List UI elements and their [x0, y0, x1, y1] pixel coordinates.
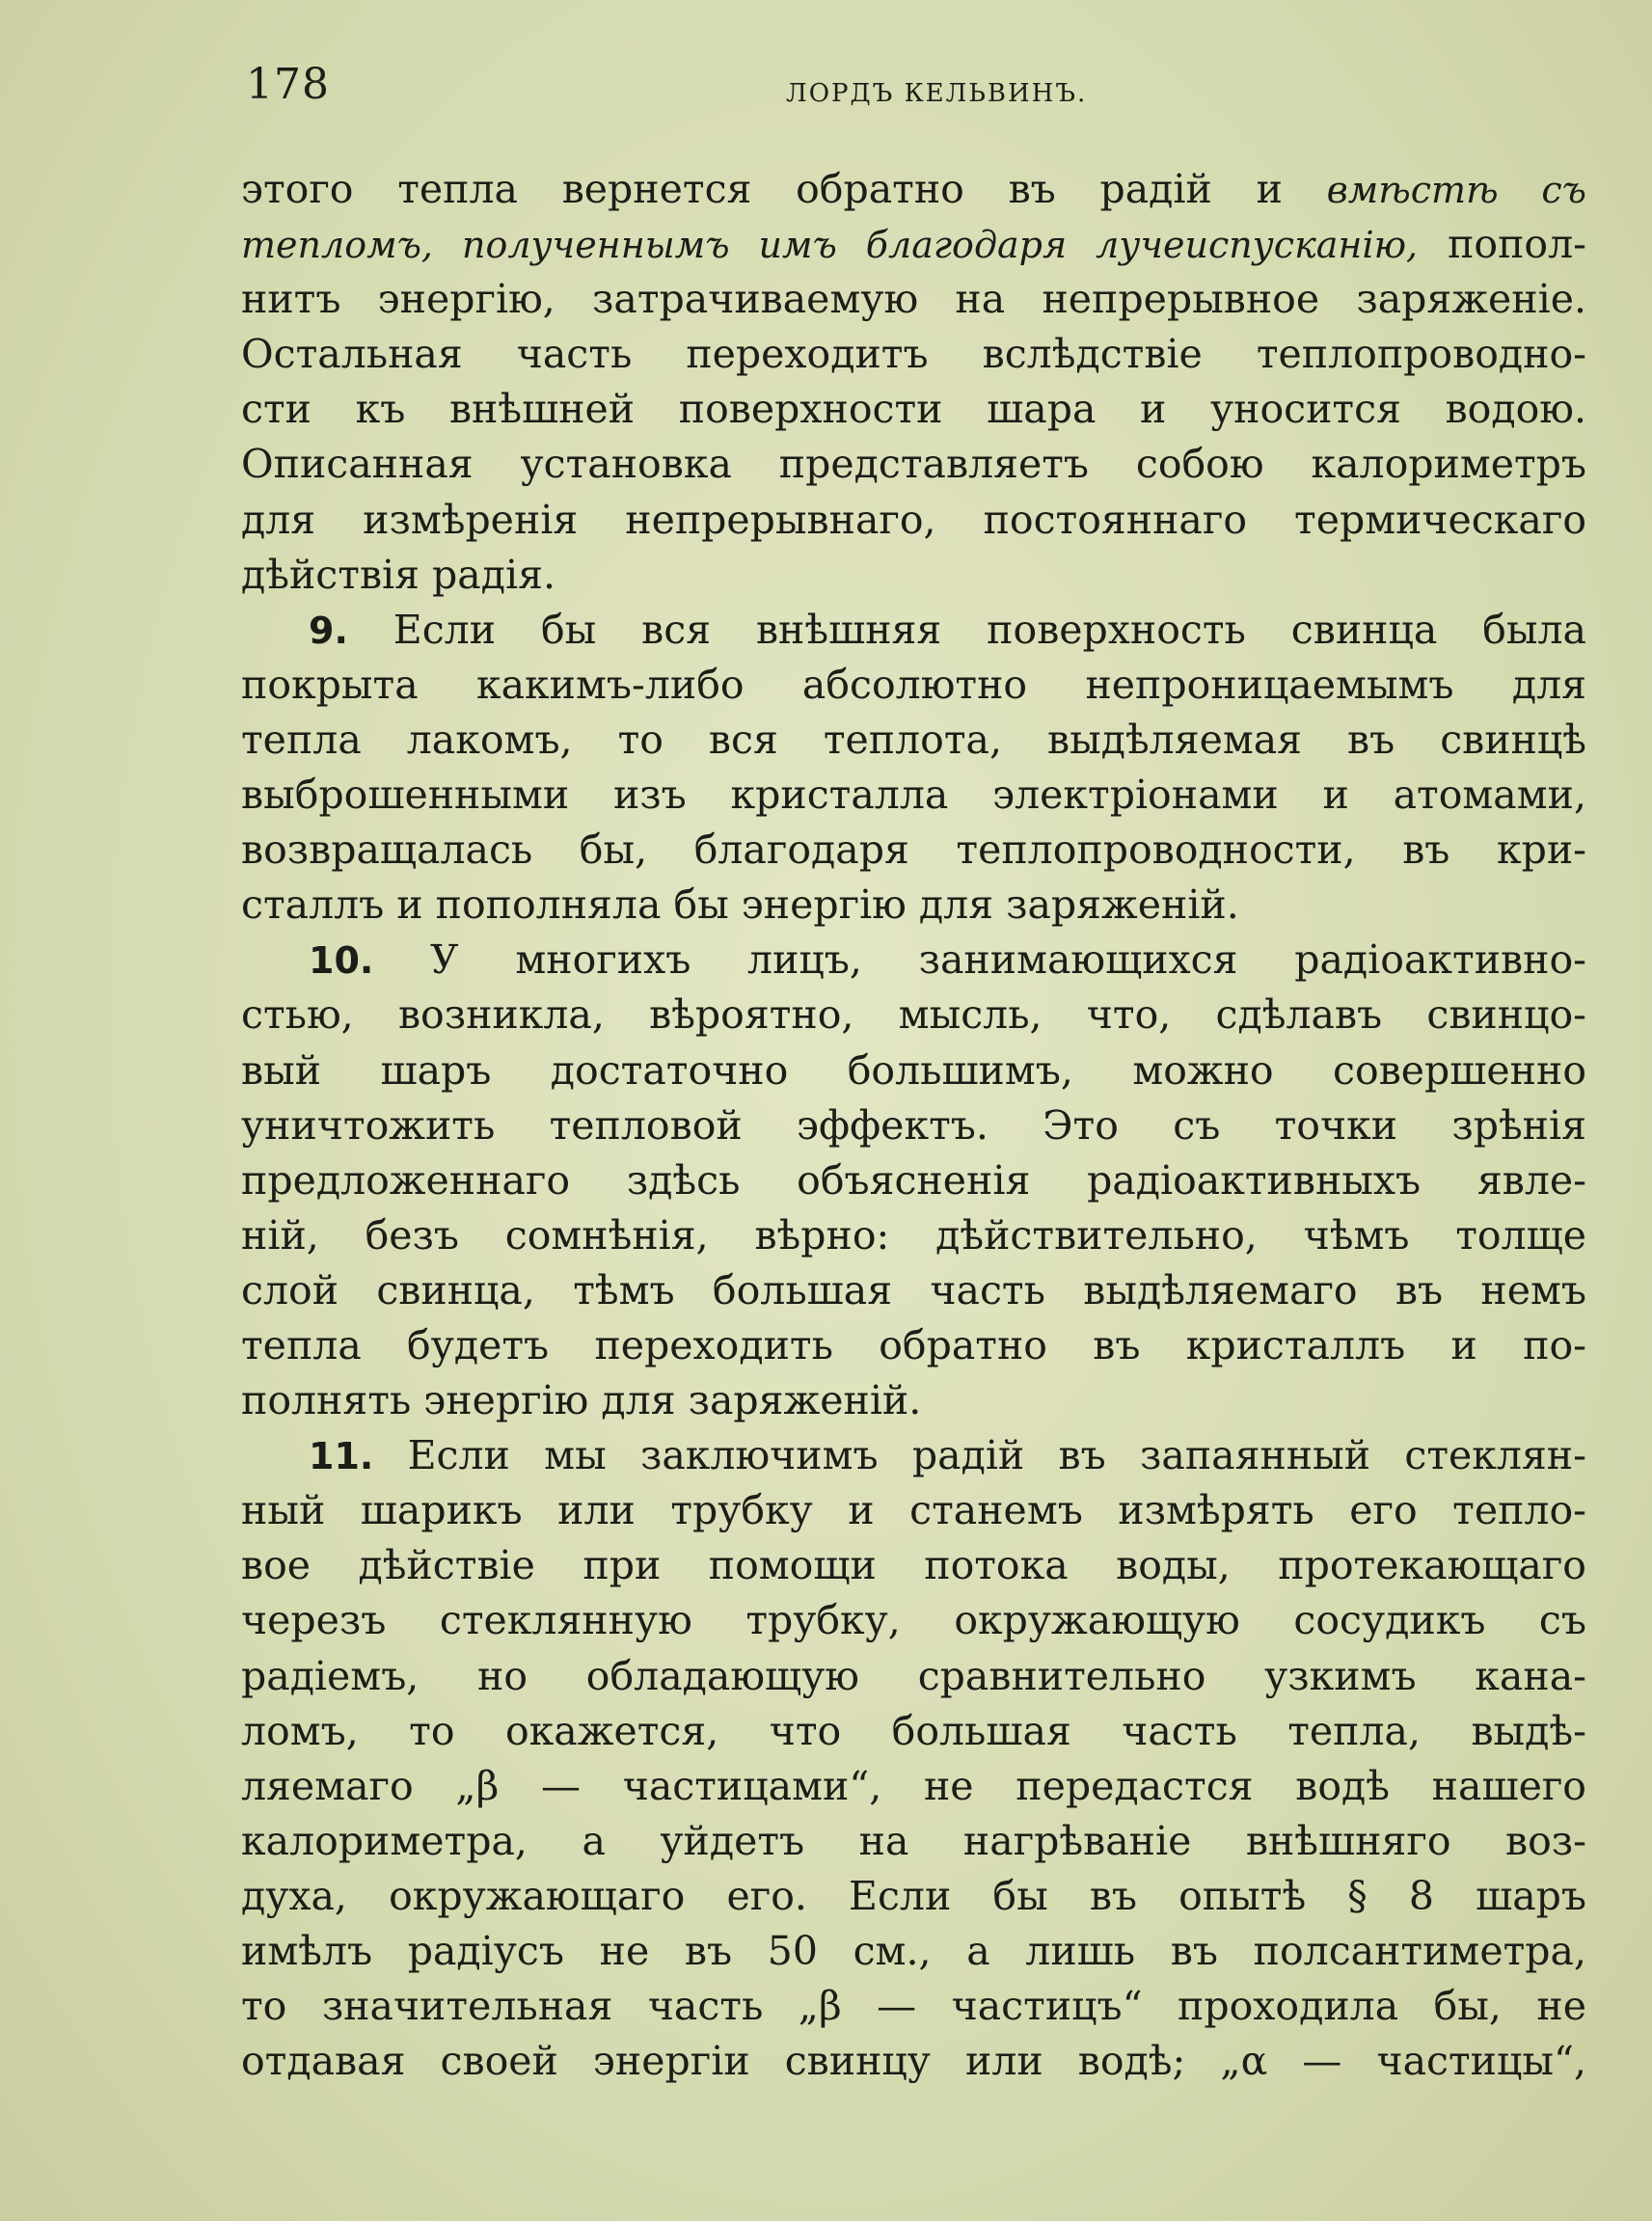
text-line: слой свинца, тѣмъ большая часть выдѣляемаго въ немъ — [241, 1266, 1586, 1314]
text-line: тепла лакомъ, то вся теплота, выдѣляемая въ свинцѣ — [241, 716, 1586, 763]
running-head: ЛОРДЪ КЕЛЬВИНЪ. — [786, 79, 1088, 108]
text-line: имѣлъ радіусъ не въ 50 см., а лишь въ полсантиметра, — [241, 1928, 1586, 1974]
italic-text: тепломъ, полученнымъ имъ благодаря лучеиспусканію, — [241, 224, 1419, 267]
line-text: попол- — [1418, 221, 1586, 268]
text-line: вое дѣйствіе при помощи потока воды, протекающаго — [241, 1542, 1586, 1589]
italic-text: вмѣстѣ съ — [1326, 169, 1586, 211]
text-line — [241, 603, 1586, 658]
text-line: выброшенными изъ кристалла электріонами и атомами, — [241, 772, 1586, 819]
paragraph-continued — [241, 162, 1586, 603]
text-line: ный шарикъ или трубку и станемъ измѣрять его тепло- — [241, 1487, 1586, 1534]
text-line: предложеннаго здѣсь объясненія радіоактивныхъ явле- — [241, 1156, 1586, 1204]
text-line: ній, безъ сомнѣнія, вѣрно: дѣйствительно, чѣмъ толще — [241, 1211, 1586, 1259]
text-line — [241, 162, 1586, 217]
text-line: возвращалась бы, благодаря теплопроводности, въ кри- — [241, 826, 1586, 874]
line-text: У многихъ лицъ, занимающихся радіоактивно- — [373, 936, 1586, 984]
text-line: нитъ энергію, затрачиваемую на непрерывное заряженіе. — [241, 276, 1586, 323]
text-line — [241, 1428, 1586, 1483]
body-text — [241, 162, 1586, 2089]
text-line: ломъ, то окажется, что большая часть тепла, выдѣ- — [241, 1707, 1586, 1754]
text-line: покрыта какимъ-либо абсолютно непроницаемымъ для — [241, 661, 1586, 708]
text-line: духа, окружающаго его. Если бы въ опытѣ § 8 шаръ — [241, 1872, 1586, 1919]
paragraph-9 — [241, 603, 1586, 934]
text-line — [241, 933, 1586, 988]
text-line: тепла будетъ переходить обратно въ кристаллъ и по- — [241, 1321, 1586, 1368]
line-text: Если мы заключимъ радій въ запаянный стеклян- — [373, 1432, 1586, 1479]
section-number: 9. — [309, 609, 348, 652]
page-number: 178 — [246, 60, 330, 109]
text-line — [241, 217, 1586, 272]
text-line: калориметра, а уйдетъ на нагрѣваніе внѣшняго воз- — [241, 1817, 1586, 1864]
text-line: стью, возникла, вѣроятно, мысль, что, сдѣлавъ свинцо- — [241, 991, 1586, 1039]
text-line: Описанная установка представляетъ собою калориметръ — [241, 441, 1586, 488]
text-line: радіемъ, но обладающую сравнительно узкимъ кана- — [241, 1652, 1586, 1699]
page-header — [246, 60, 1527, 118]
text-line: дѣйствія радія. — [241, 551, 555, 598]
text-line: сталлъ и пополняла бы энергію для заряженій. — [241, 881, 1239, 929]
paragraph-10 — [241, 933, 1586, 1428]
line-text: Если бы вся внѣшняя поверхность свинца была — [347, 606, 1586, 653]
paragraph-11 — [241, 1428, 1586, 2089]
text-line: черезъ стеклянную трубку, окружающую сосудикъ съ — [241, 1597, 1586, 1644]
text-line: уничтожить тепловой эффектъ. Это съ точки зрѣнія — [241, 1101, 1586, 1149]
text-line: вый шаръ достаточно большимъ, можно совершенно — [241, 1046, 1586, 1094]
text-line: то значительная часть „β — частицъ“ проходила бы, не — [241, 1983, 1586, 2030]
text-line: для измѣренія непрерывнаго, постояннаго термическаго — [241, 496, 1586, 543]
text-line: ляемаго „β — частицами“, не передастся водѣ нашего — [241, 1762, 1586, 1809]
section-number: 11. — [309, 1435, 374, 1478]
line-text: этого тепла вернется обратно въ радій и — [241, 166, 1327, 212]
text-line: Остальная часть переходитъ вслѣдствіе теплопроводно- — [241, 331, 1586, 378]
text-line: сти къ внѣшней поверхности шара и уносится водою. — [241, 386, 1586, 433]
text-line: отдавая своей энергіи свинцу или водѣ; „α — частицы“, — [241, 2038, 1586, 2085]
text-line: полнять энергію для заряженій. — [241, 1377, 922, 1424]
section-number: 10. — [309, 939, 374, 983]
